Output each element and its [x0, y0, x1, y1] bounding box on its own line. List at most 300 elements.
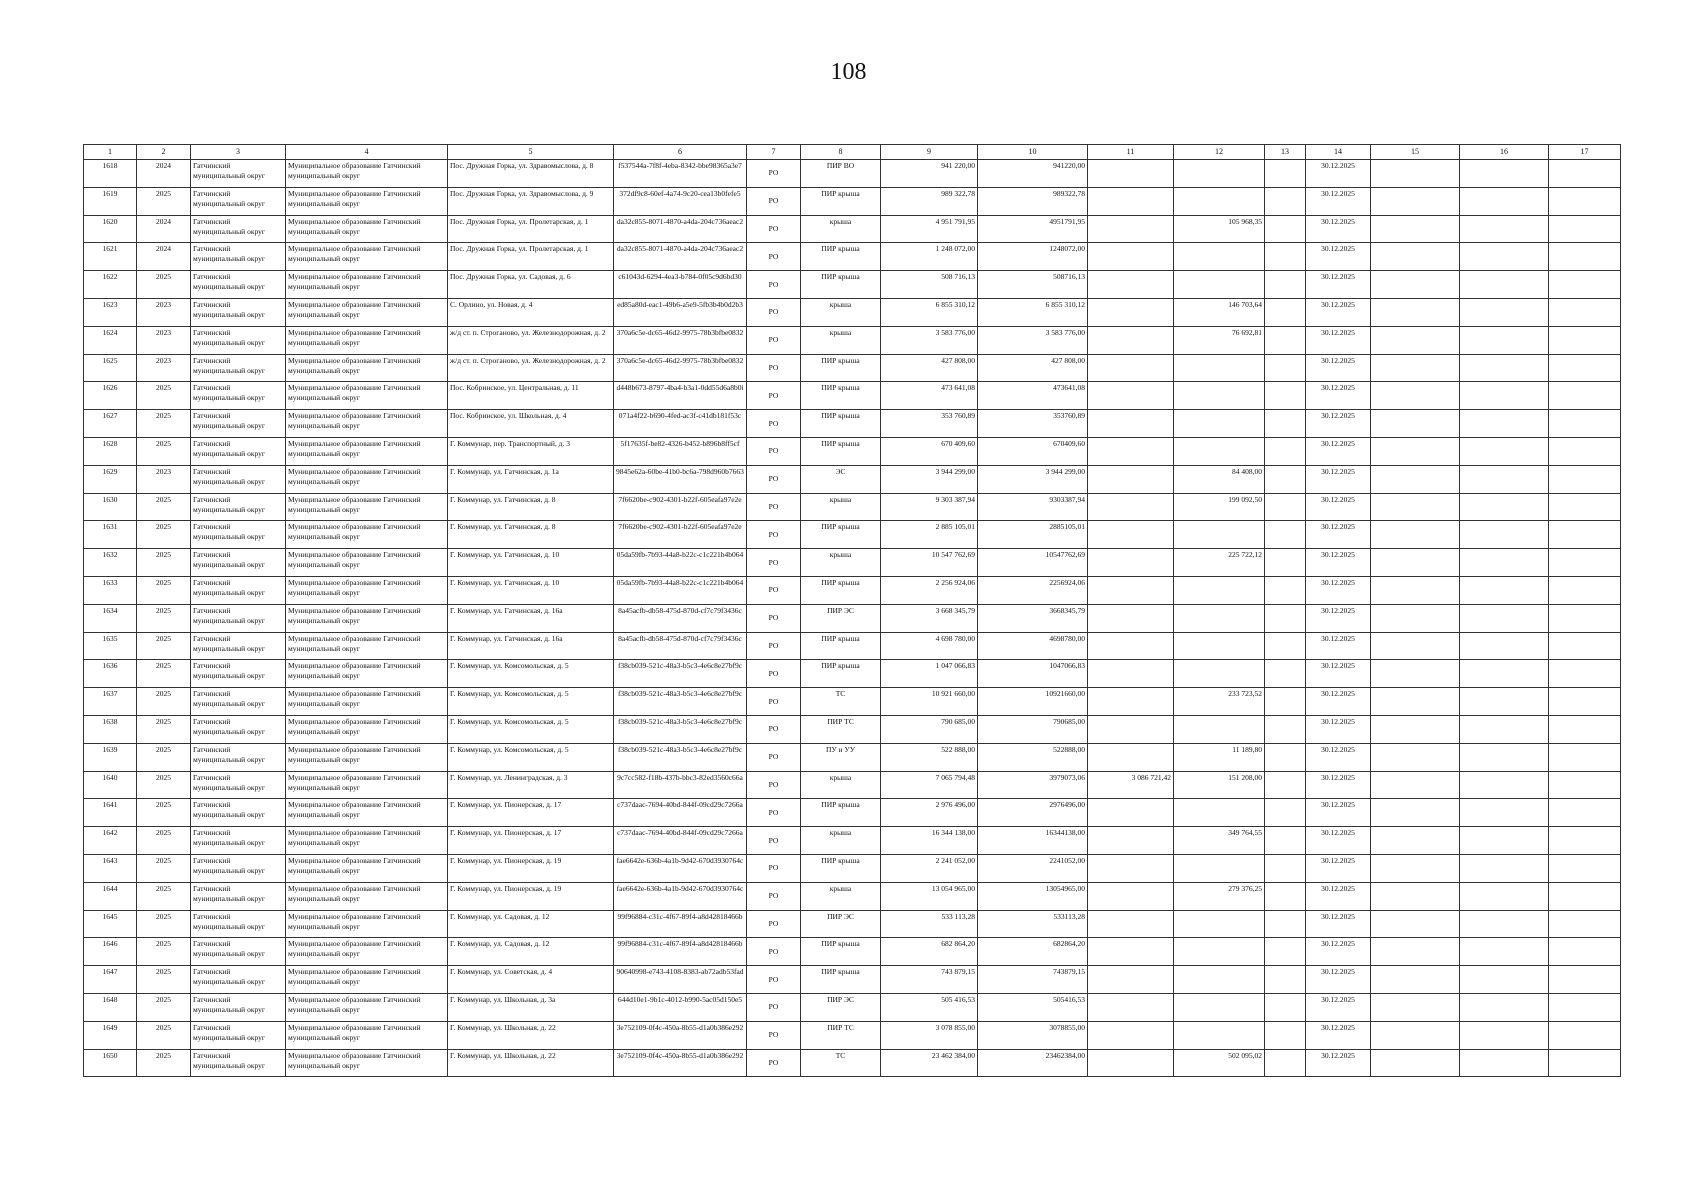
year-cell: 2025 [137, 771, 191, 799]
empty-cell [1371, 743, 1460, 771]
empty-cell [1549, 271, 1621, 299]
date-cell: 30.12.2025 [1306, 910, 1371, 938]
type-cell: РО [747, 910, 801, 938]
amount-cell: 670409,60 [978, 437, 1088, 465]
amount-cell [1174, 410, 1265, 438]
amount-cell [1088, 437, 1174, 465]
amount-cell [1088, 243, 1174, 271]
amount-cell: 146 703,64 [1174, 298, 1265, 326]
amount-cell [1088, 1049, 1174, 1077]
municipality-cell: Муниципальное образование Гатчинский муниципальный округ [286, 604, 448, 632]
municipality-cell: Муниципальное образование Гатчинский муниципальный округ [286, 521, 448, 549]
municipality-cell: Муниципальное образование Гатчинский муниципальный округ [286, 910, 448, 938]
address-cell: Г. Коммунар, ул. Гатчинская, д. 16а [448, 632, 614, 660]
column-header: 3 [191, 145, 286, 160]
year-cell: 2024 [137, 215, 191, 243]
amount-cell [1088, 799, 1174, 827]
amount-cell [1174, 243, 1265, 271]
district-cell: Гатчинский муниципальный округ [191, 493, 286, 521]
empty-cell [1460, 354, 1549, 382]
address-cell: Пос. Дружная Горка, ул. Здравомыслова, д. 9 [448, 187, 614, 215]
work-type-cell: крыша [801, 298, 881, 326]
year-cell: 2025 [137, 910, 191, 938]
amount-cell: 743 879,15 [881, 966, 978, 994]
amount-cell: 3 583 776,00 [881, 326, 978, 354]
table-row [84, 827, 1621, 855]
empty-cell [1265, 771, 1306, 799]
empty-cell [1549, 493, 1621, 521]
district-cell: Гатчинский муниципальный округ [191, 1021, 286, 1049]
table-row [84, 910, 1621, 938]
date-cell: 30.12.2025 [1306, 799, 1371, 827]
address-cell: Г. Коммунар, ул. Гатчинская, д. 10 [448, 549, 614, 577]
guid-cell: 372df9c8-60ef-4a74-9c20-cea13b0fefe5 [614, 187, 747, 215]
address-cell: Г. Коммунар, ул. Гатчинская, д. 16а [448, 604, 614, 632]
row-number: 1633 [84, 576, 137, 604]
row-number: 1650 [84, 1049, 137, 1077]
header-row [84, 145, 1621, 160]
row-number: 1623 [84, 298, 137, 326]
empty-cell [1460, 827, 1549, 855]
empty-cell [1460, 382, 1549, 410]
amount-cell [1088, 576, 1174, 604]
empty-cell [1549, 743, 1621, 771]
empty-cell [1371, 910, 1460, 938]
work-type-cell: крыша [801, 549, 881, 577]
municipality-cell: Муниципальное образование Гатчинский муниципальный округ [286, 549, 448, 577]
address-cell: ж/д ст. п. Строганово, ул. Железнодорожная, д. 2 [448, 326, 614, 354]
municipality-cell: Муниципальное образование Гатчинский муниципальный округ [286, 938, 448, 966]
empty-cell [1549, 1021, 1621, 1049]
empty-cell [1371, 382, 1460, 410]
empty-cell [1549, 688, 1621, 716]
empty-cell [1460, 771, 1549, 799]
empty-cell [1460, 1049, 1549, 1077]
amount-cell: 4951791,95 [978, 215, 1088, 243]
empty-cell [1460, 1021, 1549, 1049]
work-type-cell: крыша [801, 882, 881, 910]
address-cell: Г. Коммунар, ул. Садовая, д. 12 [448, 910, 614, 938]
year-cell: 2025 [137, 715, 191, 743]
empty-cell [1265, 354, 1306, 382]
municipality-cell: Муниципальное образование Гатчинский муниципальный округ [286, 576, 448, 604]
type-cell: РО [747, 243, 801, 271]
empty-cell [1460, 271, 1549, 299]
row-number: 1618 [84, 160, 137, 188]
empty-cell [1371, 938, 1460, 966]
date-cell: 30.12.2025 [1306, 298, 1371, 326]
row-number: 1649 [84, 1021, 137, 1049]
guid-cell: da32c855-8071-4870-a4da-204c736aeac2 [614, 215, 747, 243]
guid-cell: 05da59fb-7b93-44a8-b22c-c1c221b4b064 [614, 576, 747, 604]
amount-cell [1088, 743, 1174, 771]
column-header: 2 [137, 145, 191, 160]
empty-cell [1460, 576, 1549, 604]
guid-cell: 7f6620be-c902-4301-b22f-605eafa97e2e [614, 521, 747, 549]
empty-cell [1265, 688, 1306, 716]
address-cell: Пос. Дружная Горка, ул. Пролетарская, д. 1 [448, 215, 614, 243]
amount-cell [1088, 910, 1174, 938]
column-header: 11 [1088, 145, 1174, 160]
amount-cell [1174, 910, 1265, 938]
empty-cell [1371, 1049, 1460, 1077]
amount-cell [1088, 993, 1174, 1021]
date-cell: 30.12.2025 [1306, 743, 1371, 771]
amount-cell: 16 344 138,00 [881, 827, 978, 855]
date-cell: 30.12.2025 [1306, 632, 1371, 660]
empty-cell [1549, 326, 1621, 354]
empty-cell [1460, 215, 1549, 243]
year-cell: 2023 [137, 326, 191, 354]
type-cell: РО [747, 354, 801, 382]
guid-cell: f38cb039-521c-48a3-b5c3-4e6c8e27bf9c [614, 688, 747, 716]
column-header: 1 [84, 145, 137, 160]
empty-cell [1371, 632, 1460, 660]
empty-cell [1549, 660, 1621, 688]
amount-cell: 427 808,00 [881, 354, 978, 382]
amount-cell: 3078855,00 [978, 1021, 1088, 1049]
amount-cell: 790685,00 [978, 715, 1088, 743]
empty-cell [1460, 993, 1549, 1021]
empty-cell [1371, 326, 1460, 354]
amount-cell [1174, 993, 1265, 1021]
date-cell: 30.12.2025 [1306, 993, 1371, 1021]
guid-cell: 99f96884-c31c-4f67-89f4-a8d42818466b [614, 938, 747, 966]
district-cell: Гатчинский муниципальный округ [191, 437, 286, 465]
address-cell: Г. Коммунар, ул. Гатчинская, д. 10 [448, 576, 614, 604]
district-cell: Гатчинский муниципальный округ [191, 604, 286, 632]
municipality-cell: Муниципальное образование Гатчинский муниципальный округ [286, 160, 448, 188]
amount-cell: 2 256 924,06 [881, 576, 978, 604]
type-cell: РО [747, 410, 801, 438]
empty-cell [1265, 743, 1306, 771]
amount-cell [1174, 382, 1265, 410]
amount-cell: 2241052,00 [978, 854, 1088, 882]
empty-cell [1549, 827, 1621, 855]
date-cell: 30.12.2025 [1306, 465, 1371, 493]
empty-cell [1371, 604, 1460, 632]
date-cell: 30.12.2025 [1306, 243, 1371, 271]
municipality-cell: Муниципальное образование Гатчинский муниципальный округ [286, 854, 448, 882]
date-cell: 30.12.2025 [1306, 160, 1371, 188]
district-cell: Гатчинский муниципальный округ [191, 715, 286, 743]
empty-cell [1265, 1021, 1306, 1049]
address-cell: Г. Коммунар, ул. Гатчинская, д. 1а [448, 465, 614, 493]
year-cell: 2025 [137, 493, 191, 521]
row-number: 1632 [84, 549, 137, 577]
work-type-cell: ПИР крыша [801, 966, 881, 994]
empty-cell [1265, 1049, 1306, 1077]
amount-cell: 13 054 965,00 [881, 882, 978, 910]
municipality-cell: Муниципальное образование Гатчинский муниципальный округ [286, 298, 448, 326]
work-type-cell: ТС [801, 1049, 881, 1077]
empty-cell [1460, 298, 1549, 326]
table-row [84, 771, 1621, 799]
municipality-cell: Муниципальное образование Гатчинский муниципальный округ [286, 993, 448, 1021]
empty-cell [1549, 410, 1621, 438]
empty-cell [1549, 465, 1621, 493]
guid-cell: 7f6620be-c902-4301-b22f-605eafa97e2e [614, 493, 747, 521]
guid-cell: fae6642e-636b-4a1b-9d42-670d3930764c [614, 882, 747, 910]
amount-cell: 989 322,78 [881, 187, 978, 215]
empty-cell [1371, 882, 1460, 910]
district-cell: Гатчинский муниципальный округ [191, 882, 286, 910]
type-cell: РО [747, 799, 801, 827]
amount-cell: 473641,08 [978, 382, 1088, 410]
guid-cell: f38cb039-521c-48a3-b5c3-4e6c8e27bf9c [614, 660, 747, 688]
empty-cell [1265, 326, 1306, 354]
year-cell: 2025 [137, 799, 191, 827]
amount-cell: 3 583 776,00 [978, 326, 1088, 354]
empty-cell [1265, 882, 1306, 910]
empty-cell [1371, 187, 1460, 215]
empty-cell [1265, 410, 1306, 438]
work-type-cell: крыша [801, 827, 881, 855]
amount-cell: 790 685,00 [881, 715, 978, 743]
amount-cell [1174, 187, 1265, 215]
district-cell: Гатчинский муниципальный округ [191, 243, 286, 271]
year-cell: 2025 [137, 576, 191, 604]
guid-cell: 370a6c5e-dc65-46d2-9975-78b3bfbe0832 [614, 354, 747, 382]
address-cell: ж/д ст. п. Строганово, ул. Железнодорожная, д. 2 [448, 354, 614, 382]
empty-cell [1265, 271, 1306, 299]
table-row [84, 743, 1621, 771]
date-cell: 30.12.2025 [1306, 437, 1371, 465]
address-cell: Г. Коммунар, ул. Школьная, д. 22 [448, 1021, 614, 1049]
address-cell: Г. Коммунар, ул. Гатчинская, д. 8 [448, 521, 614, 549]
type-cell: РО [747, 215, 801, 243]
year-cell: 2025 [137, 382, 191, 410]
year-cell: 2025 [137, 854, 191, 882]
amount-cell [1174, 799, 1265, 827]
amount-cell [1174, 966, 1265, 994]
municipality-cell: Муниципальное образование Гатчинский муниципальный округ [286, 382, 448, 410]
type-cell: РО [747, 715, 801, 743]
year-cell: 2025 [137, 604, 191, 632]
empty-cell [1549, 215, 1621, 243]
amount-cell: 151 208,00 [1174, 771, 1265, 799]
work-type-cell: ПИР ЭС [801, 910, 881, 938]
empty-cell [1460, 187, 1549, 215]
row-number: 1635 [84, 632, 137, 660]
amount-cell [1174, 437, 1265, 465]
table-row [84, 632, 1621, 660]
amount-cell: 10 921 660,00 [881, 688, 978, 716]
date-cell: 30.12.2025 [1306, 549, 1371, 577]
year-cell: 2025 [137, 410, 191, 438]
amount-cell: 233 723,52 [1174, 688, 1265, 716]
empty-cell [1460, 632, 1549, 660]
year-cell: 2025 [137, 660, 191, 688]
row-number: 1624 [84, 326, 137, 354]
work-type-cell: ПИР ТС [801, 715, 881, 743]
date-cell: 30.12.2025 [1306, 187, 1371, 215]
amount-cell [1088, 410, 1174, 438]
address-cell: Пос. Дружная Горка, ул. Пролетарская, д. 1 [448, 243, 614, 271]
date-cell: 30.12.2025 [1306, 215, 1371, 243]
amount-cell [1174, 354, 1265, 382]
empty-cell [1549, 354, 1621, 382]
type-cell: РО [747, 938, 801, 966]
table-row [84, 215, 1621, 243]
table-row [84, 688, 1621, 716]
amount-cell: 23462384,00 [978, 1049, 1088, 1077]
empty-cell [1265, 799, 1306, 827]
row-number: 1630 [84, 493, 137, 521]
table-row [84, 854, 1621, 882]
table-row [84, 382, 1621, 410]
amount-cell: 3 078 855,00 [881, 1021, 978, 1049]
row-number: 1648 [84, 993, 137, 1021]
amount-cell: 3 944 299,00 [978, 465, 1088, 493]
empty-cell [1371, 160, 1460, 188]
column-header: 12 [1174, 145, 1265, 160]
amount-cell: 2 976 496,00 [881, 799, 978, 827]
work-type-cell: ПИР крыша [801, 854, 881, 882]
empty-cell [1460, 437, 1549, 465]
date-cell: 30.12.2025 [1306, 271, 1371, 299]
empty-cell [1549, 910, 1621, 938]
table-row [84, 576, 1621, 604]
empty-cell [1460, 410, 1549, 438]
type-cell: РО [747, 743, 801, 771]
empty-cell [1460, 799, 1549, 827]
date-cell: 30.12.2025 [1306, 410, 1371, 438]
empty-cell [1549, 298, 1621, 326]
address-cell: Г. Коммунар, ул. Ленинградская, д. 3 [448, 771, 614, 799]
amount-cell: 13054965,00 [978, 882, 1088, 910]
municipality-cell: Муниципальное образование Гатчинский муниципальный округ [286, 827, 448, 855]
guid-cell: 071a4f22-b690-4fed-ac3f-c41db181f53c [614, 410, 747, 438]
district-cell: Гатчинский муниципальный округ [191, 215, 286, 243]
district-cell: Гатчинский муниципальный округ [191, 993, 286, 1021]
type-cell: РО [747, 271, 801, 299]
guid-cell: fae6642e-636b-4a1b-9d42-670d3930764c [614, 854, 747, 882]
empty-cell [1371, 271, 1460, 299]
amount-cell: 3979073,06 [978, 771, 1088, 799]
amount-cell: 508 716,13 [881, 271, 978, 299]
type-cell: РО [747, 382, 801, 410]
empty-cell [1460, 326, 1549, 354]
municipality-cell: Муниципальное образование Гатчинский муниципальный округ [286, 271, 448, 299]
address-cell: Пос. Дружная Горка, ул. Садовая, д. 6 [448, 271, 614, 299]
district-cell: Гатчинский муниципальный округ [191, 326, 286, 354]
guid-cell: da32c855-8071-4870-a4da-204c736aeac2 [614, 243, 747, 271]
amount-cell: 23 462 384,00 [881, 1049, 978, 1077]
empty-cell [1549, 771, 1621, 799]
table-row [84, 410, 1621, 438]
table-row [84, 465, 1621, 493]
empty-cell [1265, 437, 1306, 465]
district-cell: Гатчинский муниципальный округ [191, 632, 286, 660]
year-cell: 2025 [137, 1021, 191, 1049]
amount-cell: 199 092,50 [1174, 493, 1265, 521]
date-cell: 30.12.2025 [1306, 1049, 1371, 1077]
municipality-cell: Муниципальное образование Гатчинский муниципальный округ [286, 743, 448, 771]
district-cell: Гатчинский муниципальный округ [191, 910, 286, 938]
column-header: 6 [614, 145, 747, 160]
amount-cell: 353760,89 [978, 410, 1088, 438]
empty-cell [1460, 660, 1549, 688]
year-cell: 2025 [137, 271, 191, 299]
district-cell: Гатчинский муниципальный округ [191, 521, 286, 549]
type-cell: РО [747, 465, 801, 493]
row-number: 1619 [84, 187, 137, 215]
amount-cell [1174, 632, 1265, 660]
empty-cell [1460, 854, 1549, 882]
empty-cell [1371, 576, 1460, 604]
empty-cell [1265, 827, 1306, 855]
type-cell: РО [747, 882, 801, 910]
row-number: 1643 [84, 854, 137, 882]
row-number: 1645 [84, 910, 137, 938]
empty-cell [1371, 549, 1460, 577]
column-header: 16 [1460, 145, 1549, 160]
date-cell: 30.12.2025 [1306, 938, 1371, 966]
amount-cell [1174, 854, 1265, 882]
district-cell: Гатчинский муниципальный округ [191, 187, 286, 215]
table-row [84, 243, 1621, 271]
date-cell: 30.12.2025 [1306, 521, 1371, 549]
district-cell: Гатчинский муниципальный округ [191, 771, 286, 799]
amount-cell: 6 855 310,12 [881, 298, 978, 326]
year-cell: 2025 [137, 187, 191, 215]
amount-cell: 4698780,00 [978, 632, 1088, 660]
district-cell: Гатчинский муниципальный округ [191, 271, 286, 299]
type-cell: РО [747, 437, 801, 465]
year-cell: 2025 [137, 632, 191, 660]
amount-cell: 533 113,28 [881, 910, 978, 938]
empty-cell [1371, 771, 1460, 799]
work-type-cell: ПИР крыша [801, 938, 881, 966]
amount-cell [1088, 493, 1174, 521]
empty-cell [1371, 854, 1460, 882]
date-cell: 30.12.2025 [1306, 326, 1371, 354]
column-header: 7 [747, 145, 801, 160]
municipality-cell: Муниципальное образование Гатчинский муниципальный округ [286, 1021, 448, 1049]
municipality-cell: Муниципальное образование Гатчинский муниципальный округ [286, 187, 448, 215]
address-cell: Пос. Дружная Горка, ул. Здравомыслова, д. 8 [448, 160, 614, 188]
guid-cell: 3e752109-0f4c-450a-8b55-d1a0b386e292 [614, 1049, 747, 1077]
municipality-cell: Муниципальное образование Гатчинский муниципальный округ [286, 326, 448, 354]
amount-cell: 353 760,89 [881, 410, 978, 438]
work-type-cell: ПИР крыша [801, 660, 881, 688]
empty-cell [1265, 160, 1306, 188]
column-header: 14 [1306, 145, 1371, 160]
empty-cell [1371, 410, 1460, 438]
amount-cell [1174, 938, 1265, 966]
empty-cell [1460, 493, 1549, 521]
guid-cell: 05da59fb-7b93-44a8-b22c-c1c221b4b064 [614, 549, 747, 577]
district-cell: Гатчинский муниципальный округ [191, 799, 286, 827]
address-cell: С. Орлино, ул. Новая, д. 4 [448, 298, 614, 326]
municipality-cell: Муниципальное образование Гатчинский муниципальный округ [286, 1049, 448, 1077]
municipality-cell: Муниципальное образование Гатчинский муниципальный округ [286, 660, 448, 688]
municipality-cell: Муниципальное образование Гатчинский муниципальный округ [286, 966, 448, 994]
empty-cell [1549, 243, 1621, 271]
address-cell: Г. Коммунар, ул. Комсомольская, д. 5 [448, 688, 614, 716]
address-cell: Г. Коммунар, ул. Школьная, д. 3а [448, 993, 614, 1021]
district-cell: Гатчинский муниципальный округ [191, 854, 286, 882]
type-cell: РО [747, 1049, 801, 1077]
amount-cell: 6 855 310,12 [978, 298, 1088, 326]
empty-cell [1549, 160, 1621, 188]
column-header: 5 [448, 145, 614, 160]
empty-cell [1371, 799, 1460, 827]
amount-cell: 3 944 299,00 [881, 465, 978, 493]
amount-cell: 427 808,00 [978, 354, 1088, 382]
empty-cell [1549, 715, 1621, 743]
